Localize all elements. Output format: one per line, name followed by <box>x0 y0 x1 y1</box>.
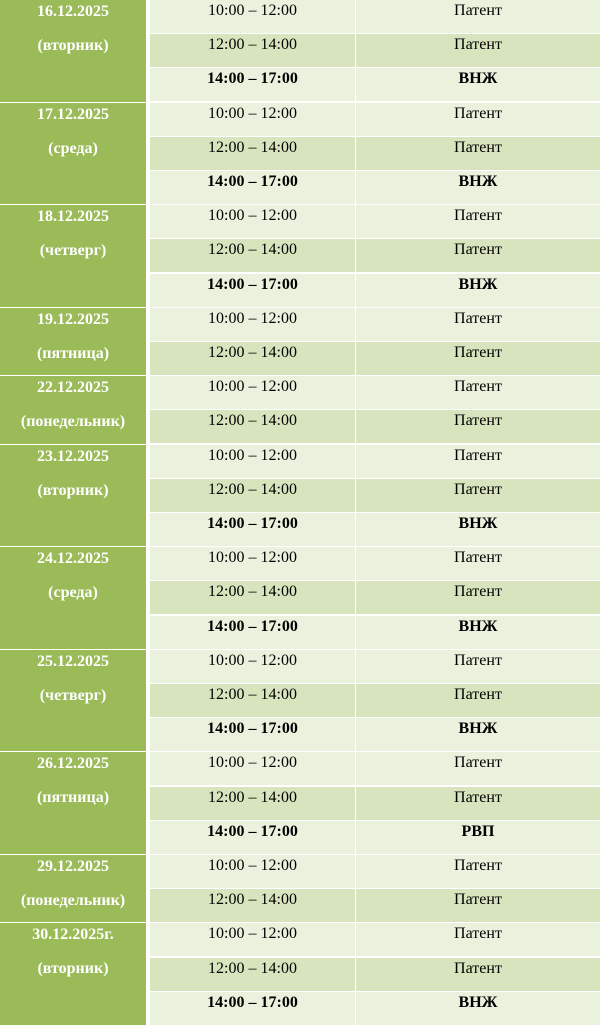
day-block <box>0 0 600 103</box>
time-slot-row <box>150 889 600 923</box>
slot-service-type: Патент <box>454 2 502 19</box>
day-block <box>0 205 600 308</box>
time-slot-row <box>150 923 600 957</box>
slot-time: 12:00 – 14:00 <box>150 787 356 820</box>
day-date: 17.12.2025 <box>37 105 109 123</box>
day-block <box>0 752 600 855</box>
slot-service-type: Патент <box>454 412 502 430</box>
slot-service-type: РВП <box>461 822 495 840</box>
slot-service-type: Патент <box>454 446 502 464</box>
time-slot-row <box>150 68 600 102</box>
slot-time: 12:00 – 14:00 <box>150 958 356 991</box>
slot-service-type: ВНЖ <box>458 617 498 635</box>
time-slot-row <box>150 616 600 650</box>
slot-time: 12:00 – 14:00 <box>150 684 356 717</box>
slot-service-type: ВНЖ <box>458 993 498 1011</box>
slot-service-type: Патент <box>454 583 502 601</box>
slot-time: 10:00 – 12:00 <box>150 308 356 341</box>
time-slot-row <box>150 581 600 615</box>
day-date: 23.12.2025 <box>37 447 109 465</box>
slot-service-type: Патент <box>454 549 502 567</box>
time-slot-row <box>150 650 600 684</box>
slot-time: 14:00 – 17:00 <box>150 616 356 649</box>
slot-time: 12:00 – 14:00 <box>150 479 356 512</box>
date-cell <box>0 308 148 376</box>
slot-service-type: ВНЖ <box>458 70 498 88</box>
day-date: 24.12.2025 <box>37 550 109 568</box>
slot-service-type: Патент <box>454 685 502 703</box>
slot-service-type: Патент <box>454 788 502 806</box>
time-slot-row <box>150 821 600 855</box>
time-slot-row <box>150 274 600 308</box>
day-weekday: (понедельник) <box>20 413 126 431</box>
slot-time: 14:00 – 17:00 <box>150 68 356 101</box>
time-slot-row <box>150 342 600 376</box>
slot-service-type: Патент <box>454 36 502 54</box>
slot-time: 10:00 – 12:00 <box>150 923 356 956</box>
date-cell <box>0 445 148 548</box>
day-block <box>0 103 600 206</box>
time-slot-row <box>150 376 600 410</box>
slot-service-type: Патент <box>454 241 502 259</box>
day-weekday: (пятница) <box>36 344 110 362</box>
slot-service-type: Патент <box>454 104 502 122</box>
day-block <box>0 547 600 650</box>
slot-service-type: ВНЖ <box>458 514 498 532</box>
slot-time: 14:00 – 17:00 <box>150 718 356 751</box>
slot-service-type: Патент <box>454 207 502 225</box>
day-block <box>0 650 600 753</box>
time-slot-row <box>150 205 600 239</box>
day-date: 18.12.2025 <box>37 208 109 226</box>
date-cell <box>0 650 148 753</box>
date-cell <box>0 855 148 923</box>
slot-time: 14:00 – 17:00 <box>150 513 356 546</box>
day-weekday: (вторник) <box>37 960 109 978</box>
time-slot-row <box>150 308 600 342</box>
slot-time: 12:00 – 14:00 <box>150 239 356 272</box>
slot-time: 10:00 – 12:00 <box>150 103 356 136</box>
time-slot-row <box>150 958 600 992</box>
date-cell <box>0 547 148 650</box>
time-slot-row <box>150 137 600 171</box>
time-slot-row <box>150 547 600 581</box>
time-slot-row <box>150 752 600 786</box>
time-slot-row <box>150 855 600 889</box>
slot-time: 14:00 – 17:00 <box>150 171 356 204</box>
day-weekday: (четверг) <box>39 242 107 260</box>
slot-service-type: Патент <box>454 138 502 156</box>
day-date: 29.12.2025 <box>37 858 109 875</box>
day-date: 25.12.2025 <box>37 652 109 670</box>
slot-time: 12:00 – 14:00 <box>150 889 356 922</box>
slot-service-type: Патент <box>454 925 502 943</box>
slot-service-type: Патент <box>454 378 502 396</box>
slot-time: 14:00 – 17:00 <box>150 821 356 854</box>
slot-time: 10:00 – 12:00 <box>150 650 356 683</box>
day-date: 16.12.2025 <box>37 3 109 20</box>
date-cell <box>0 103 148 206</box>
time-slot-row <box>150 992 600 1026</box>
day-weekday: (среда) <box>48 139 98 157</box>
slot-service-type: Патент <box>454 343 502 361</box>
date-cell <box>0 0 148 103</box>
day-weekday: (вторник) <box>37 37 109 54</box>
day-date: 30.12.2025г. <box>32 926 114 944</box>
date-cell <box>0 205 148 308</box>
day-weekday: (понедельник) <box>20 892 126 909</box>
slot-service-type: Патент <box>454 891 502 909</box>
date-cell <box>0 923 148 1026</box>
slot-service-type: ВНЖ <box>458 275 498 293</box>
slot-service-type: Патент <box>454 480 502 498</box>
slot-service-type: Патент <box>454 651 502 669</box>
slot-time: 12:00 – 14:00 <box>150 137 356 170</box>
slot-service-type: ВНЖ <box>458 720 498 738</box>
time-slot-row <box>150 34 600 68</box>
slot-time: 12:00 – 14:00 <box>150 410 356 443</box>
day-block <box>0 376 600 444</box>
slot-service-type: Патент <box>454 857 502 874</box>
time-slot-row <box>150 479 600 513</box>
slot-time: 10:00 – 12:00 <box>150 855 356 888</box>
day-date: 19.12.2025 <box>37 310 109 328</box>
time-slot-row <box>150 171 600 205</box>
date-cell <box>0 376 148 444</box>
slot-time: 12:00 – 14:00 <box>150 34 356 67</box>
slot-time: 10:00 – 12:00 <box>150 547 356 580</box>
slot-time: 14:00 – 17:00 <box>150 274 356 307</box>
time-slot-row <box>150 513 600 547</box>
day-weekday: (вторник) <box>37 481 109 499</box>
time-slot-row <box>150 445 600 479</box>
slot-service-type: ВНЖ <box>458 172 498 190</box>
slot-time: 10:00 – 12:00 <box>150 376 356 409</box>
slot-time: 10:00 – 12:00 <box>150 752 356 785</box>
time-slot-row <box>150 787 600 821</box>
day-date: 22.12.2025 <box>37 379 109 397</box>
time-slot-row <box>150 103 600 137</box>
slot-time: 12:00 – 14:00 <box>150 342 356 375</box>
slot-service-type: Патент <box>454 959 502 977</box>
day-date: 26.12.2025 <box>37 755 109 773</box>
day-weekday: (пятница) <box>36 789 110 807</box>
date-cell <box>0 752 148 855</box>
slot-time: 10:00 – 12:00 <box>150 445 356 478</box>
day-weekday: (среда) <box>48 584 98 602</box>
slot-time: 14:00 – 17:00 <box>150 992 356 1025</box>
day-block <box>0 855 600 923</box>
day-block <box>0 923 600 1026</box>
time-slot-row <box>150 239 600 273</box>
time-slot-row <box>150 410 600 444</box>
slot-service-type: Патент <box>454 309 502 327</box>
slot-time: 10:00 – 12:00 <box>150 0 356 33</box>
slot-time: 12:00 – 14:00 <box>150 581 356 614</box>
slot-service-type: Патент <box>454 754 502 772</box>
time-slot-row <box>150 0 600 34</box>
day-block <box>0 308 600 376</box>
day-weekday: (четверг) <box>39 686 107 704</box>
slot-time: 10:00 – 12:00 <box>150 205 356 238</box>
time-slot-row <box>150 718 600 752</box>
time-slot-row <box>150 684 600 718</box>
day-block <box>0 445 600 548</box>
